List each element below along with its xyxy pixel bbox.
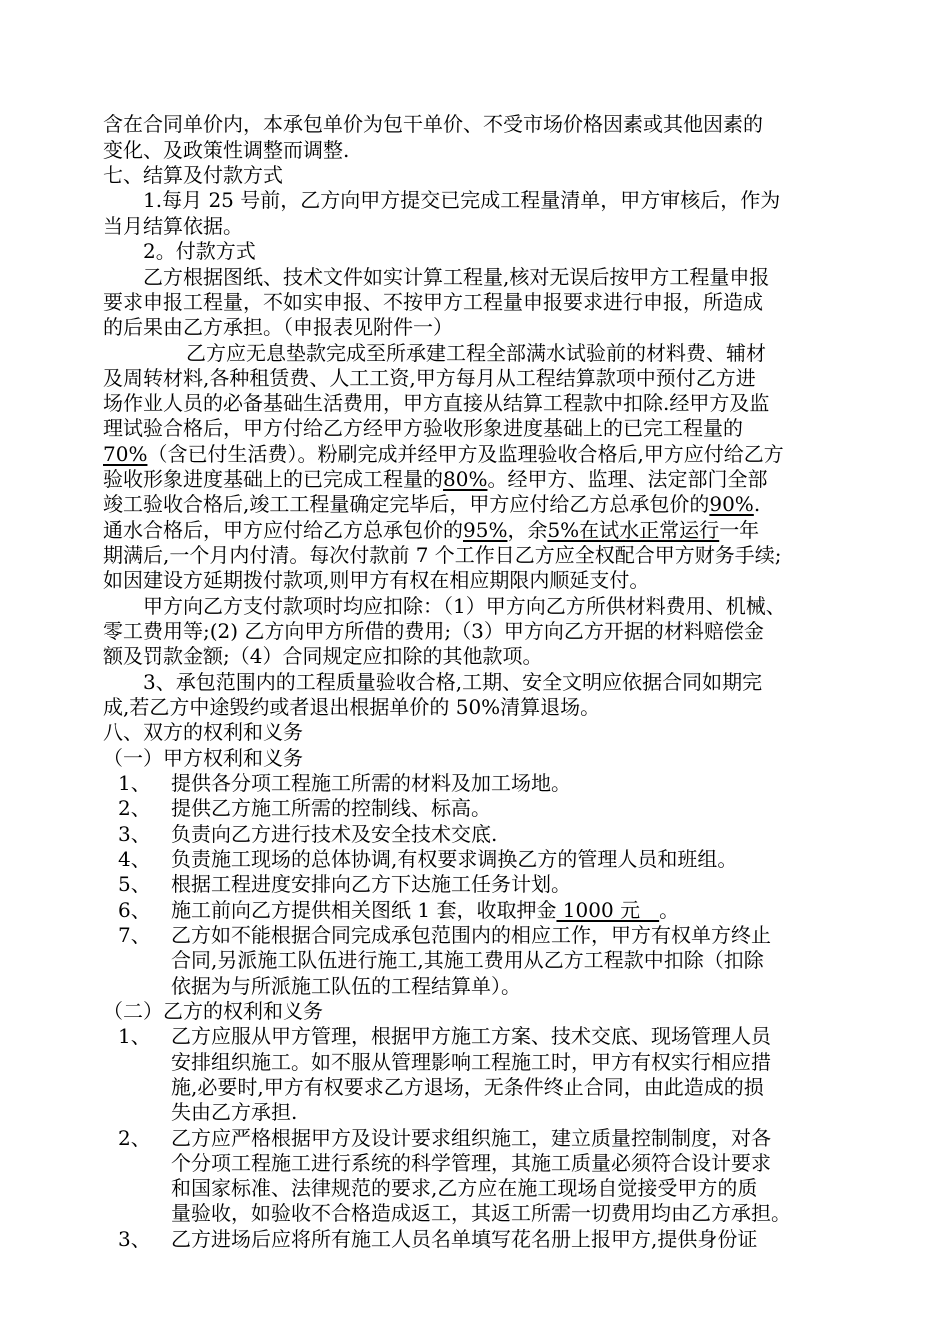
text-span: 一年 bbox=[719, 518, 760, 542]
list-number: 2、 bbox=[118, 796, 151, 820]
text-line: 要求申报工程量，不如实申报、不按甲方工程量申报要求进行申报，所造成 bbox=[103, 290, 763, 314]
underlined-text: 5%在试水正常运行 bbox=[547, 518, 720, 542]
text-line: 零工费用等;(2) 乙方向甲方所借的费用;（3）甲方向乙方开据的材料赔偿金 bbox=[103, 619, 764, 643]
text-line: 含在合同单价内，本承包单价为包干单价、不受市场价格因素或其他因素的 bbox=[103, 112, 763, 136]
list-number: 5、 bbox=[118, 872, 151, 896]
text-line: 期满后,一个月内付清。每次付款前 7 个工作日乙方应全权配合甲方财务手续; bbox=[103, 543, 782, 567]
list-number: 1、 bbox=[118, 771, 151, 795]
text-line: 额及罚款金额;（4）合同规定应扣除的其他款项。 bbox=[103, 644, 543, 668]
list-item-continuation: 合同,另派施工队伍进行施工,其施工费用从乙方工程款中扣除（扣除 bbox=[171, 948, 764, 972]
text-line: 成,若乙方中途毁约或者退出根据单价的 50%清算退场。 bbox=[103, 695, 601, 719]
list-item-continuation: 量验收，如验收不合格造成返工，其返工所需一切费用均由乙方承担。 bbox=[171, 1201, 791, 1225]
list-item-continuation: 失由乙方承担. bbox=[171, 1100, 298, 1124]
list-item-continuation: 个分项工程施工进行系统的科学管理，其施工质量必须符合设计要求 bbox=[171, 1151, 771, 1175]
text-line: 场作业人员的必备基础生活费用，甲方直接从结算工程款中扣除.经甲方及监 bbox=[103, 391, 770, 415]
underlined-percent: 90% bbox=[709, 492, 754, 516]
text-line bbox=[103, 466, 767, 492]
text-line: 的后果由乙方承担。（申报表见附件一） bbox=[103, 315, 453, 339]
text-line: 1.每月 25 号前，乙方向甲方提交已完成工程量清单，甲方审核后，作为 bbox=[143, 188, 781, 212]
text-span: 。 bbox=[659, 898, 680, 922]
text-span: ，余 bbox=[507, 518, 548, 542]
list-number: 2、 bbox=[118, 1126, 151, 1150]
underlined-percent: 80% bbox=[443, 467, 488, 491]
list-number: 3、 bbox=[118, 1227, 151, 1251]
text-span: 通水合格后，甲方应付给乙方总承包价的 bbox=[103, 518, 463, 542]
list-item: 负责向乙方进行技术及安全技术交底. bbox=[171, 822, 498, 846]
list-item-continuation: 和国家标准、法律规范的要求,乙方应在施工现场自觉接受甲方的质 bbox=[171, 1176, 758, 1200]
list-item: 乙方应服从甲方管理，根据甲方施工方案、技术交底、现场管理人员 bbox=[171, 1024, 771, 1048]
list-item: 乙方应严格根据甲方及设计要求组织施工，建立质量控制制度，对各 bbox=[171, 1126, 771, 1150]
list-item: 负责施工现场的总体协调,有权要求调换乙方的管理人员和班组。 bbox=[171, 847, 738, 871]
text-line: 如因建设方延期拨付款项,则甲方有权在相应期限内顺延支付。 bbox=[103, 568, 650, 592]
text-line: 及周转材料,各种租赁费、人工工资,甲方每月从工程结算款项中预付乙方进 bbox=[103, 366, 756, 390]
text-line: 理试验合格后，甲方付给乙方经甲方验收形象进度基础上的已完工程量的 bbox=[103, 416, 743, 440]
list-number: 3、 bbox=[118, 822, 151, 846]
text-span: （含已付生活费）。粉刷完成并经甲方及监理验收合格后,甲方应付给乙方 bbox=[147, 442, 784, 466]
text-line: 变化、及政策性调整而调整. bbox=[103, 138, 350, 162]
underlined-percent: 95% bbox=[463, 518, 508, 542]
deposit-amount: 1000 元 bbox=[556, 898, 660, 922]
section-heading: 八、双方的权利和义务 bbox=[103, 720, 303, 744]
text-line: 3、承包范围内的工程质量验收合格,工期、安全文明应依据合同如期完 bbox=[143, 670, 763, 694]
list-item-continuation: 施,必要时,甲方有权要求乙方退场，无条件终止合同，由此造成的损 bbox=[171, 1075, 764, 1099]
text-line: 乙方应无息垫款完成至所承建工程全部满水试验前的材料费、辅材 bbox=[186, 341, 766, 365]
section-heading: 七、结算及付款方式 bbox=[103, 163, 283, 187]
text-span: 验收形象进度基础上的已完成工程量的 bbox=[103, 467, 443, 491]
list-item-continuation: 安排组织施工。如不服从管理影响工程施工时，甲方有权实行相应措 bbox=[171, 1050, 771, 1074]
text-line: 当月结算依据。 bbox=[103, 214, 243, 238]
list-item-continuation: 依据为与所派施工队伍的工程结算单）。 bbox=[171, 974, 521, 998]
text-span: 施工前向乙方提供相关图纸 1 套，收取押金 bbox=[171, 898, 557, 922]
text-span: 竣工验收合格后,竣工工程量确定完毕后，甲方应付给乙方总承包价的 bbox=[103, 492, 710, 516]
subsection-heading: 2。付款方式 bbox=[143, 239, 256, 263]
subsection-heading: （二）乙方的权利和义务 bbox=[103, 999, 323, 1023]
text-line bbox=[103, 441, 784, 467]
subsection-heading: （一）甲方权利和义务 bbox=[103, 746, 303, 770]
list-item: 提供乙方施工所需的控制线、标高。 bbox=[171, 796, 491, 820]
underlined-percent: 70% bbox=[103, 442, 148, 466]
list-item: 乙方如不能根据合同完成承包范围内的相应工作，甲方有权单方终止 bbox=[171, 923, 771, 947]
text-span: . bbox=[753, 492, 761, 516]
list-item: 提供各分项工程施工所需的材料及加工场地。 bbox=[171, 771, 571, 795]
text-line: 甲方向乙方支付款项时均应扣除：（1）甲方向乙方所供材料费用、机械、 bbox=[143, 594, 786, 618]
list-number: 7、 bbox=[118, 923, 151, 947]
list-number: 1、 bbox=[118, 1024, 151, 1048]
list-number: 4、 bbox=[118, 847, 151, 871]
list-item bbox=[171, 897, 679, 923]
list-item: 乙方进场后应将所有施工人员名单填写花名册上报甲方,提供身份证 bbox=[171, 1227, 758, 1251]
text-line bbox=[103, 491, 760, 517]
list-item: 根据工程进度安排向乙方下达施工任务计划。 bbox=[171, 872, 571, 896]
text-line bbox=[103, 517, 759, 543]
list-number: 6、 bbox=[118, 898, 151, 922]
text-span: 。经甲方、监理、法定部门全部 bbox=[487, 467, 768, 491]
text-line: 乙方根据图纸、技术文件如实计算工程量,核对无误后按甲方工程量申报 bbox=[143, 265, 770, 289]
